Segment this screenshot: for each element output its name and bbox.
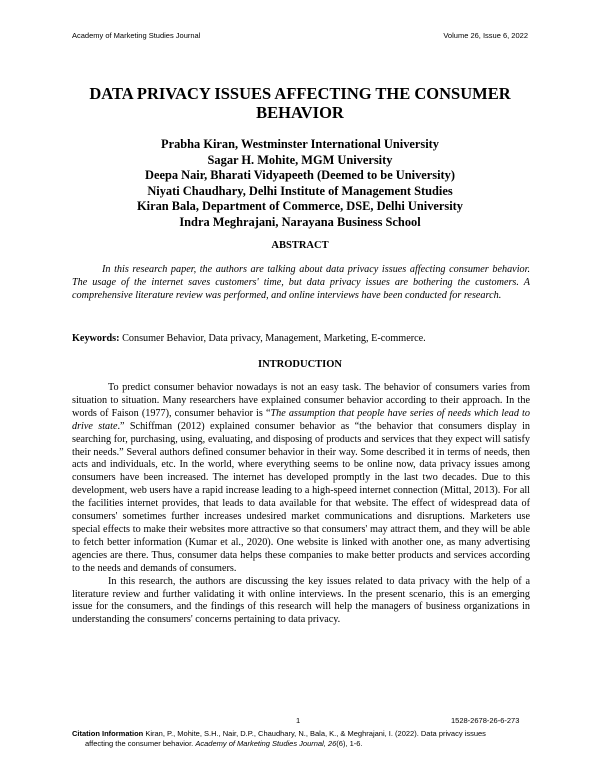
paragraph-text: .” Schiffman (2012) explained consumer behavior as “the behavior that consumers display in searching for, purchasing, using, evaluating, and disposing of products and services that they expect will satisfy their needs.” Several authors defined consumer behavior in their way. Some described it in terms of needs, then acts and individuals, etc. In the world, where everything seems to be online now, data privacy issues among consumers have been increased. The internet has developed promptly in the last two decades. Due to this development, web users have a rapid increase leading to a high-speed internet connection (Mittal, 2013). For all the facilities internet provides, that leads to data available for that website. The effect of widespread data of consumers' sometimes further increases undesired market communications and disruptions. Marketers use special effects to make their websites more attractive so that consumers' may attract them, and they will be able to fetch better information (Kumar et al., 2020). One website is linked with another one, as many advertising agencies are there. Thus, consumer data helps these companies to make better products and services according to the needs and demands of consumers.	[72, 420, 530, 574]
keywords-label: Keywords:	[72, 333, 120, 344]
introduction-heading: INTRODUCTION	[257, 359, 342, 370]
keywords-text: Consumer Behavior, Data privacy, Management, Marketing, E-commerce.	[122, 333, 426, 344]
paper-title: DATA PRIVACY ISSUES AFFECTING THE CONSUMER BEHAVIOR	[89, 84, 511, 122]
author-line: Niyati Chaudhary, Delhi Institute of Management Studies	[147, 183, 453, 198]
citation-label: Citation Information	[72, 729, 144, 738]
citation-text: Kiran, P., Mohite, S.H., Nair, D.P., Chaudhary, N., Bala, K., & Meghrajani, I. (2022). Data privacy issues	[145, 729, 486, 738]
citation-information	[72, 729, 530, 749]
paragraph-text: To predict consumer behavior nowadays is not an easy task. The behavior of consumers varies from situation to situation. Many researchers have explained consumer behavior according to their approach. In the words of Faison (1977), consumer behavior is “	[72, 382, 530, 419]
author-line: Sagar H. Mohite, MGM University	[207, 152, 393, 167]
keywords	[72, 333, 530, 346]
faison-quote: The assumption that people have series of needs which lead to drive state	[72, 407, 530, 432]
citation-journal: Academy of Marketing Studies Journal, 26	[195, 739, 337, 748]
author-line: Indra Meghrajani, Narayana Business School	[179, 214, 421, 229]
author-line: Kiran Bala, Department of Commerce, DSE, Delhi University	[136, 199, 463, 213]
introduction-body	[72, 382, 530, 627]
running-header-volume: Volume 26, Issue 6, 2022	[443, 31, 528, 40]
abstract-heading: ABSTRACT	[271, 240, 329, 251]
abstract-text: In this research paper, the authors are talking about data privacy issues affecting consumer behavior. The usage of the internet saves customers' time, but data privacy issues are bothering the customers. A comprehensive literature review was performed, and online interviews have been conducted for research.	[72, 264, 530, 301]
author-line: Deepa Nair, Bharati Vidyapeeth (Deemed to be University)	[145, 168, 455, 182]
running-header-journal: Academy of Marketing Studies Journal	[72, 31, 201, 40]
paragraph: In this research, the authors are discussing the key issues related to data privacy with the help of a literature review and further validating it with online interviews. In the present scenario, this is an emerging issue for the consumers, and the findings of this research will help the managers of business organizations in understanding the consumers' concerns pertaining to data privacy.	[72, 575, 530, 626]
citation-text: affecting the consumer behavior.	[85, 739, 194, 748]
page-number: 1	[296, 716, 301, 725]
citation-text: (6), 1-6.	[336, 739, 363, 748]
paragraph	[72, 382, 530, 576]
article-id: 1528-2678-26-6-273	[451, 716, 520, 725]
author-line: Prabha Kiran, Westminster International University	[161, 137, 439, 151]
author-list	[60, 137, 540, 230]
